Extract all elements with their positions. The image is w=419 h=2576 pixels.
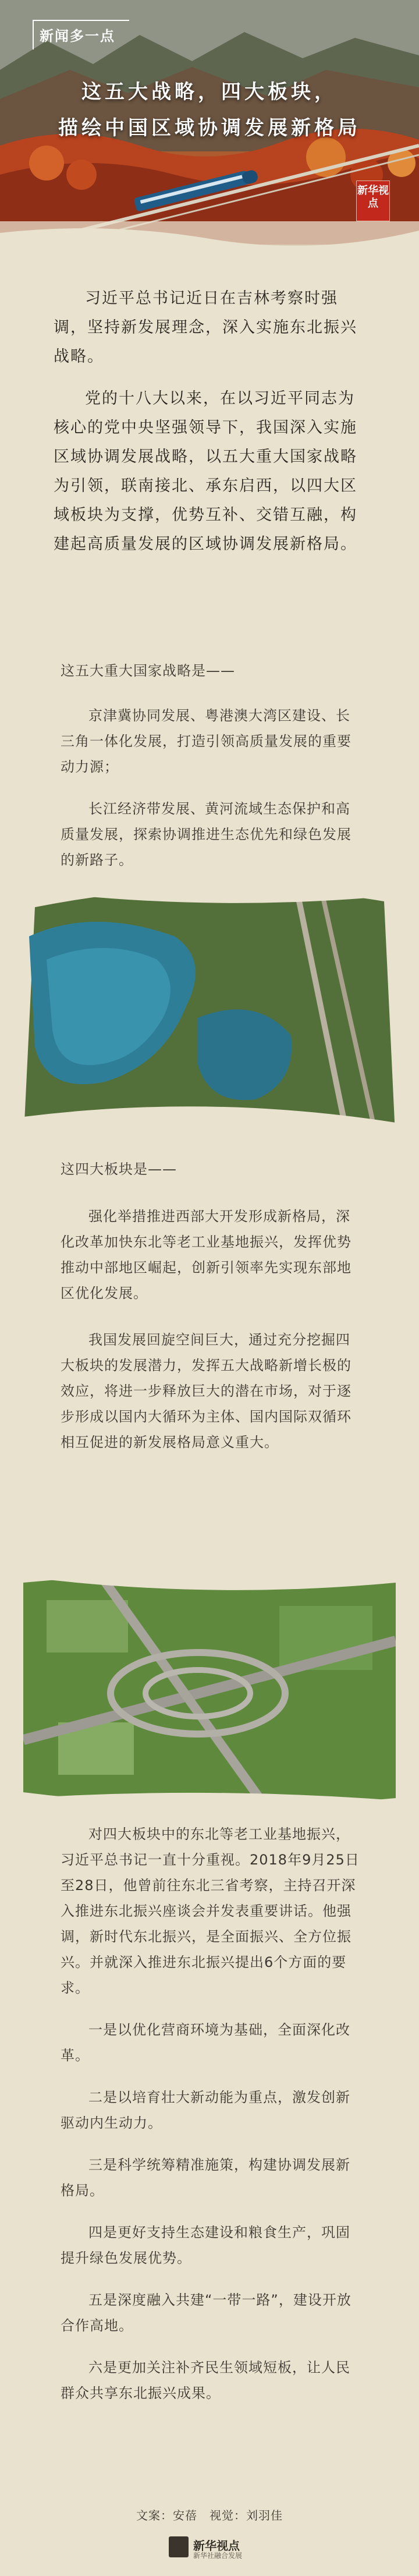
hero-title-line-2: 描绘中国区域协调发展新格局	[58, 116, 361, 140]
strategies-section	[61, 659, 363, 873]
intro-paragraph: 习近平总书记近日在吉林考察时强调，坚持新发展理念，深入实施东北振兴战略。	[54, 289, 357, 366]
section-tag: 新闻多一点	[33, 20, 121, 49]
requirement-paragraph: 二是以培育壮大新动能为重点，激发创新驱动内生动力。	[61, 2089, 350, 2131]
requirement-paragraph: 三是科学统筹精准施策，构建协调发展新格局。	[61, 2157, 350, 2199]
requirement-paragraph: 四是更好支持生态建设和粮食生产，巩固提升绿色发展优势。	[61, 2224, 350, 2266]
intro-section	[54, 284, 368, 559]
plate-paragraph: 我国发展回旋空间巨大，通过充分挖掘四大板块的发展潜力，发挥五大战略新增长极的效应，将进一步释放巨大的潜在市场，对于逐步形成以国内大循环为主体、国内国际双循环相互促进的新发展格局意义重大。	[61, 1332, 351, 1450]
strategies-lead: 这五大重大国家战略是——	[61, 663, 235, 679]
logo-name: 新华视点	[193, 2539, 240, 2553]
hero-banner	[0, 0, 419, 266]
aerial-wetland-photo	[23, 872, 396, 1146]
credits: 文案：安蓓 视觉：刘羽佳	[136, 2508, 283, 2522]
brand-badge: 新华视点	[356, 181, 390, 221]
intro-paragraph: 党的十八大以来，在以习近平同志为核心的党中央坚强领导下，我国深入实施区域协调发展战略，以五大重大国家战略为引领，联南接北、承东启西，以四大区域板块为支撑，优势互补、交错互融，构建起高质量发展的区域协调发展新格局。	[54, 390, 357, 553]
hero-title-line-1: 这五大战略，四大板块，	[81, 80, 338, 104]
requirement-paragraph: 五是深度融入共建“一带一路”，建设开放合作高地。	[61, 2292, 351, 2334]
northeast-paragraph: 对四大板块中的东北等老工业基地振兴，习近平总书记一直十分重视。2018年9月25日至28日，他曾前往东北三省考察，主持召开深入推进东北振兴座谈会并发表重要讲话。他强调，新时代东北振兴，是全面振兴、全方位振兴。并就深入推进东北振兴提出6个方面的要求。	[61, 1826, 360, 1996]
xinhua-logo	[169, 2533, 250, 2562]
requirement-paragraph: 六是更加关注补齐民生领域短板，让人民群众共享东北振兴成果。	[61, 2359, 350, 2401]
plates-lead: 这四大板块是——	[61, 1161, 177, 1177]
logo-subtitle: 新华社融合发展	[193, 2552, 243, 2560]
northeast-section	[61, 1821, 363, 2406]
requirement-paragraph: 一是以优化营商环境为基础，全面深化改革。	[61, 2022, 350, 2064]
strategy-paragraph: 长江经济带发展、黄河流域生态保护和高质量发展，探索协调推进生态优先和绿色发展的新路子。	[61, 801, 351, 868]
plates-section	[61, 1158, 363, 1455]
highway-interchange-photo	[23, 1565, 396, 1810]
plate-paragraph: 强化举措推进西部大开发形成新格局，深化改革加快东北等老工业基地振兴，发挥优势推动中部地区崛起，创新引领率先实现东部地区优化发展。	[61, 1208, 351, 1301]
logo-icon	[169, 2536, 189, 2557]
strategy-paragraph: 京津冀协同发展、粤港澳大湾区建设、长三角一体化发展，打造引领高质量发展的重要动力源；	[61, 707, 351, 775]
